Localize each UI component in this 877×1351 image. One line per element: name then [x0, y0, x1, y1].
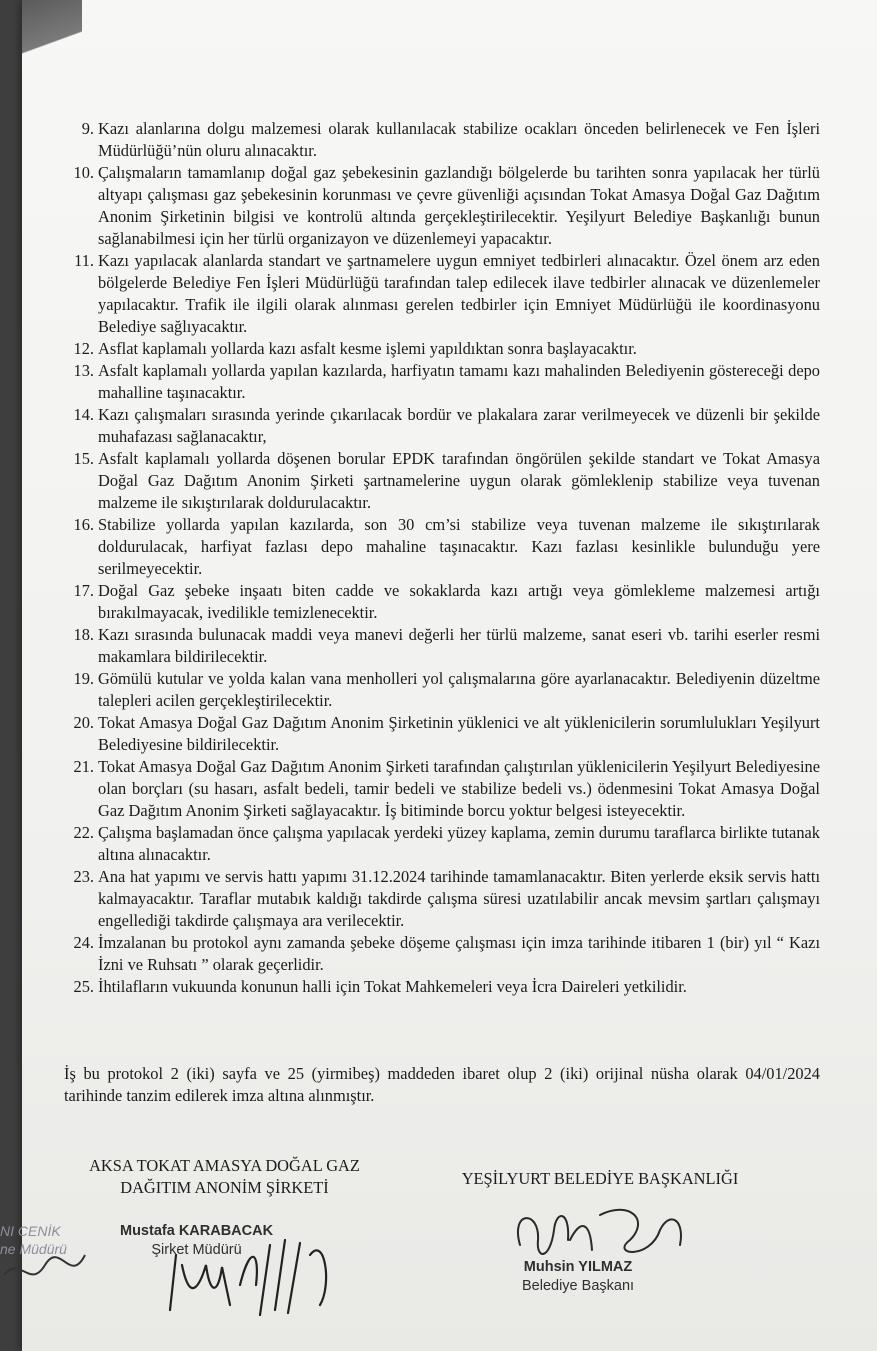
left-party-title: [62, 1155, 387, 1199]
list-item: [60, 712, 820, 756]
item-text: Kazı alanlarına dolgu malzemesi olarak kullanılacak stabilize ocakları önceden belirlenecek ve Fen İşleri Müdürlüğü’nün oluru alınacaktır.: [98, 119, 820, 160]
right-signatory-name: Muhsin YILMAZ: [523, 1259, 633, 1275]
item-text: Kazı yapılacak alanlarda standart ve şartnamelere uygun emniyet tedbirleri alınacaktır. Özel önem arz eden bölgelerde Belediye Fen İşleri Müdürlüğü tarafından talep edilecek ilave tedbirler alınacak ve düzenlemeler yapılacaktır. Trafik ile ilgili olarak alınması gerelen tedbirler için Emniyet Müdürlüğü ile koordinasyonu Belediye sağlıyacaktır.: [98, 251, 820, 336]
item-number: 18.: [73, 625, 94, 644]
item-text: Ana hat yapımı ve servis hattı yapımı 31.12.2024 tarihinde tamamlanacaktır. Biten yerlerde eksik servis hattı kalmayacaktır. Taraflar mutabık kaldığı takdirde çalışma süresi uzatılabilir ancak mevsim şartları çalışmayı engellediği takdirde çalışmaya ara verilecektir.: [98, 867, 820, 930]
item-text: Stabilize yollarda yapılan kazılarda, son 30 cm’si stabilize veya tuvenan malzeme ile sıkıştırılarak doldurulacak, harfiyat fazlası depo mahaline taşınacaktır. Kazı fazlası kesinlikle bulunduğu yere serilmeyecektir.: [98, 515, 820, 578]
item-number: 12.: [73, 339, 94, 358]
list-item: [60, 118, 820, 162]
list-item: [60, 624, 820, 668]
item-text: Asfalt kaplamalı yollarda yapılan kazılarda, harfiyatın tamamı kazı mahalinden Belediyenin göstereceği depo mahalline taşınacaktır.: [98, 361, 820, 402]
item-number: 24.: [73, 933, 94, 952]
item-text: Kazı sırasında bulunacak maddi veya manevi değerli her türlü malzeme, sanat eseri vb. tarihi eserler resmi makamlara bildirilecektir.: [98, 625, 820, 666]
item-number: 25.: [73, 977, 94, 996]
item-text: Kazı çalışmaları sırasında yerinde çıkarılacak bordür ve plakalara zarar verilmeyecek ve düzenli bir şekilde muhafazası sağlanacaktır,: [98, 405, 820, 446]
list-item: [60, 932, 820, 976]
left-signatory-name: Mustafa KARABACAK: [120, 1223, 274, 1239]
list-item: [60, 404, 820, 448]
item-number: 19.: [73, 669, 94, 688]
list-item: [60, 338, 820, 360]
faint-stamp-line1: NI CENİK: [0, 1223, 61, 1239]
item-text: Çalışma başlamadan önce çalışma yapılacak yerdeki yüzey kaplama, zemin durumu taraflarca birlikte tutanak altına alınacaktır.: [98, 823, 820, 864]
item-number: 22.: [73, 823, 94, 842]
item-text: Tokat Amasya Doğal Gaz Dağıtım Anonim Şirketinin yüklenici ve alt yüklenicilerin sorumlulukları Yeşilyurt Belediyesine bildirilecektir.: [98, 713, 820, 754]
list-item: [60, 360, 820, 404]
item-text: Gömülü kutular ve yolda kalan vana menholleri yol çalışmalarına göre ayarlanacaktır. Belediyenin düzeltme talepleri acilen gerçekleştirilecektir.: [98, 669, 820, 710]
item-text: Doğal Gaz şebeke inşaatı biten cadde ve sokaklarda kazı artığı veya gömlekleme malzemesi artığı bırakılmayacak, ivedilikle temizlenecektir.: [98, 581, 820, 622]
item-number: 9.: [81, 119, 94, 138]
list-item: [60, 580, 820, 624]
item-number: 23.: [73, 867, 94, 886]
item-number: 20.: [73, 713, 94, 732]
item-number: 10.: [73, 163, 94, 182]
item-text: İhtilafların vukuunda konunun halli için Tokat Mahkemeleri veya İcra Daireleri yetkilidir.: [98, 977, 687, 996]
page-fold-shadow: [22, 0, 82, 110]
item-text: Çalışmaların tamamlanıp doğal gaz şebekesinin gazlandığı bölgelerde bu tarihten sonra yapılacak her türlü altyapı çalışması gaz şebekesinin korunması ve çevre güvenliği açısından Tokat Amasya Doğal Gaz Dağıtım Anonim Şirketinin bilgisi ve kontrolü altında gerçekleştirilecektir. Yeşilyurt Belediye Başkanlığı bunun sağlanabilmesi için her türlü organizayon ve düzenlemeyi yapacaktır.: [98, 163, 820, 248]
list-item: [60, 866, 820, 932]
list-item: [60, 668, 820, 712]
list-item: [60, 162, 820, 250]
item-number: 13.: [73, 361, 94, 380]
list-item: [60, 448, 820, 514]
faint-stamp-line2: ne Müdürü: [0, 1241, 67, 1257]
right-signatory-title: Belediye Başkanı: [522, 1278, 635, 1294]
list-item: [60, 514, 820, 580]
left-handwritten-signature: [160, 1225, 360, 1320]
protocol-item-list: [60, 118, 820, 998]
left-signatory-title: Şirket Müdürü: [151, 1242, 242, 1258]
item-number: 17.: [73, 581, 94, 600]
item-number: 16.: [73, 515, 94, 534]
list-item: [60, 822, 820, 866]
item-number: 21.: [73, 757, 94, 776]
list-item: [60, 756, 820, 822]
right-party-title: YEŞİLYURT BELEDİYE BAŞKANLIĞI: [461, 1169, 739, 1188]
list-item: [60, 250, 820, 338]
item-number: 15.: [73, 449, 94, 468]
item-text: Asflat kaplamalı yollarda kazı asfalt kesme işlemi yapıldıktan sonra başlayacaktır.: [98, 339, 637, 358]
left-party-line1: AKSA TOKAT AMASYA DOĞAL GAZ: [89, 1156, 360, 1175]
closing-paragraph: İş bu protokol 2 (iki) sayfa ve 25 (yirmibeş) maddeden ibaret olup 2 (iki) orijinal nüsha olarak 04/01/2024 tarihinde tanzim edilerek imza altına alınmıştır.: [64, 1064, 820, 1105]
item-number: 11.: [74, 251, 94, 270]
item-text: Tokat Amasya Doğal Gaz Dağıtım Anonim Şirketi tarafından çalıştırılan yüklenicilerin Yeşilyurt Belediyesine olan borçları (su hasarı, asfalt bedeli, tamir bedeli ve stabilize bedeli vs.) ödenmesini Tokat Amasya Doğal Gaz Dağıtım Anonim Şirketi sağlayacaktır. İş bitiminde borcu yoktur belgesi isteyecektir.: [98, 757, 820, 820]
item-text: İmzalanan bu protokol aynı zamanda şebeke döşeme çalışması için imza tarihinde itibaren 1 (bir) yıl “ Kazı İzni ve Ruhsatı ” olarak geçerlidir.: [98, 933, 820, 974]
right-handwritten-signature: [510, 1200, 700, 1290]
item-text: Asfalt kaplamalı yollarda döşenen borular EPDK tarafından öngörülen şekilde standart ve Tokat Amasya Doğal Gaz Dağıtım Anonim Şirketi şartnamelerine uygun olarak gömleklenip stabilize veya tuvenan malzeme ile sıkıştırılarak doldurulacaktır.: [98, 449, 820, 512]
item-number: 14.: [73, 405, 94, 424]
left-party-line2: DAĞITIM ANONİM ŞİRKETİ: [120, 1178, 329, 1197]
list-item: [60, 976, 820, 998]
left-faint-signature: [0, 1235, 90, 1295]
